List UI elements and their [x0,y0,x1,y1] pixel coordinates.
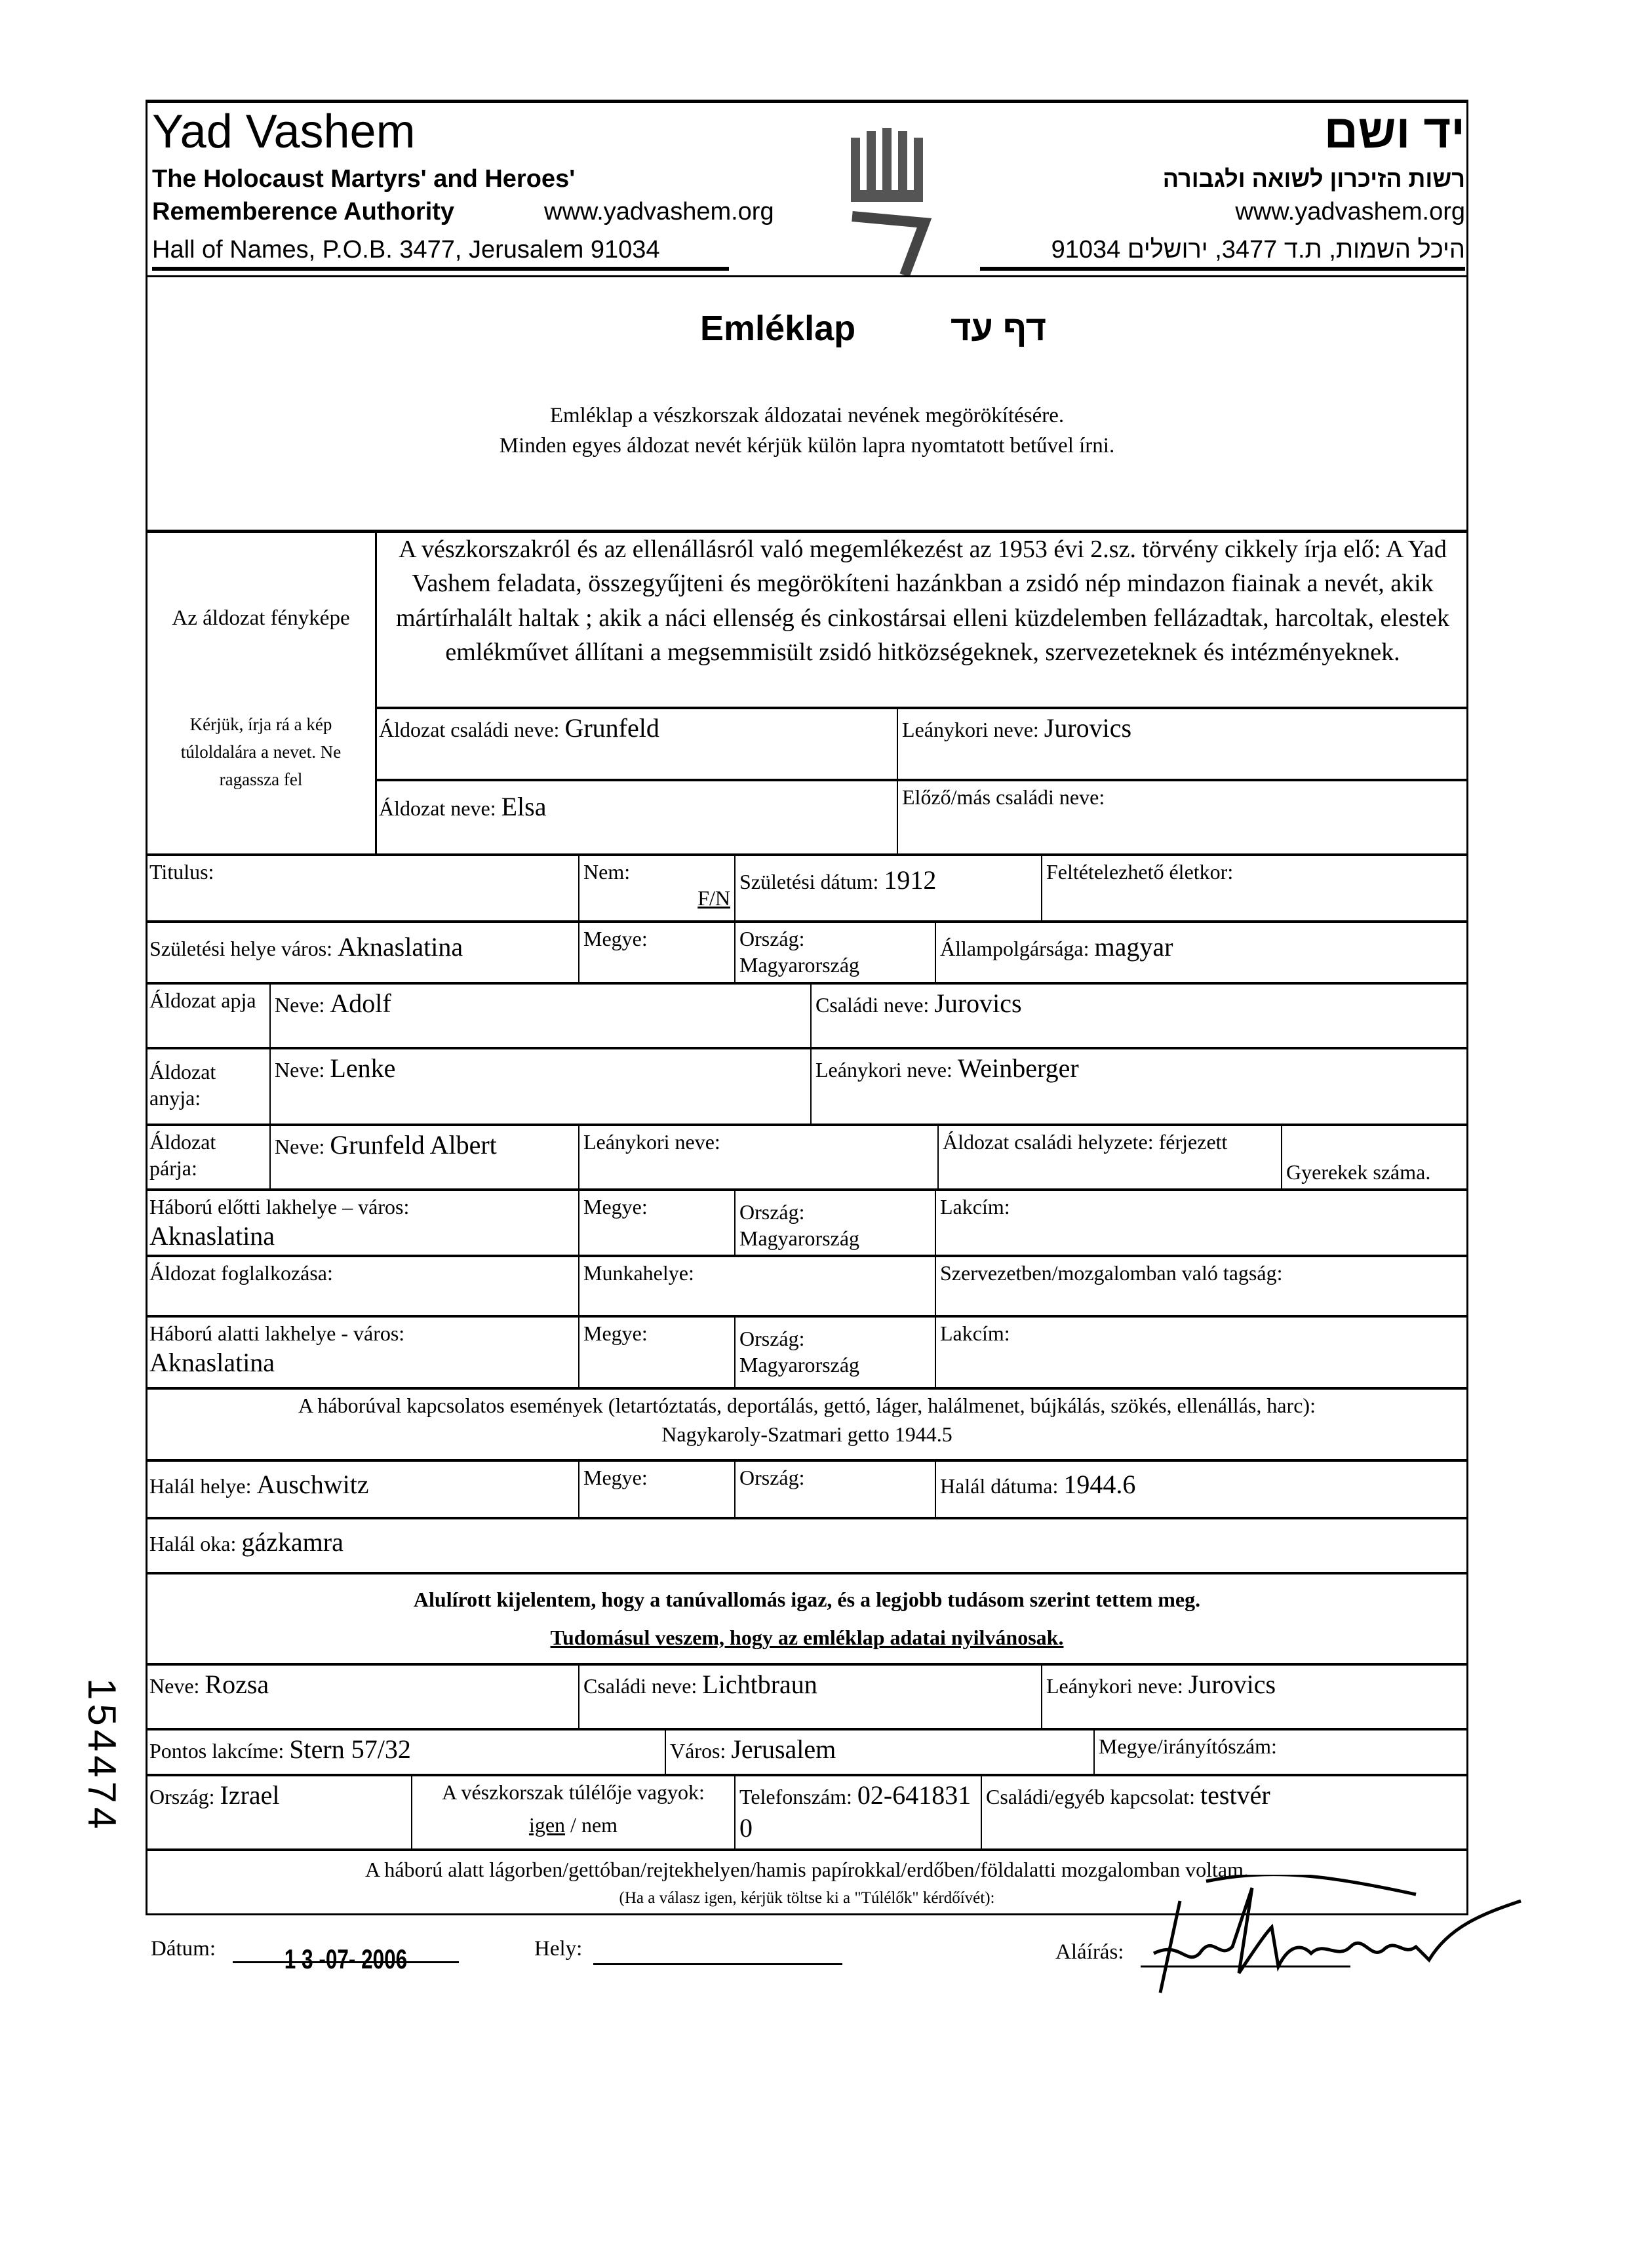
surname-label: Áldozat családi neve: [379,718,560,741]
maiden-label: Leánykori neve: [902,718,1039,741]
org-subtitle-1: The Holocaust Martyrs' and Heroes' [152,165,576,193]
events-row [146,1387,1468,1459]
wartime-row [146,1315,1468,1387]
org-name-hebrew: יד ושם [1324,106,1465,158]
submitter-maiden[interactable]: Jurovics [1188,1670,1276,1699]
workplace-label: Munkahelye: [578,1257,935,1315]
spouse-name-label: Neve: [275,1135,325,1158]
death-cause-row [146,1517,1468,1572]
country-label: Ország: [739,927,805,950]
prewar-label: Háború előtti lakhelye – város: [149,1195,410,1219]
submitter-address[interactable]: Stern 57/32 [289,1734,411,1764]
war-status-note: (Ha a válasz igen, kérjük töltse ki a "Túlélők" kérdőívét): [619,1889,995,1907]
prewar-row [146,1188,1468,1255]
prewar-county-label: Megye: [578,1191,734,1255]
prewar-country-label: Ország: [739,1200,805,1224]
form-title-hebrew: דף עד [951,309,1047,348]
submitter-city-label: Város: [670,1739,726,1763]
instruction-2: Minden egyes áldozat nevét kérjük külön lapra nyomtatott betűvel írni. [499,434,1115,458]
form-title: Emléklap [700,309,856,348]
age-label: Feltételezhető életkor: [1046,860,1234,884]
survivor-no[interactable]: nem [581,1813,618,1837]
previous-name-label: Előző/más családi neve: [902,785,1105,809]
membership-label: Szervezetben/mozgalomban való tagság: [935,1257,1468,1315]
wartime-label: Háború alatti lakhelye - város: [149,1321,405,1345]
date-label: Dátum: [151,1937,216,1961]
photo-label: Az áldozat fényképe [172,606,350,630]
death-cause[interactable]: gázkamra [241,1527,343,1557]
org-address: Hall of Names, P.O.B. 3477, Jerusalem 91034 [152,236,729,271]
submitter-address-row [146,1728,1468,1774]
death-place-row [146,1459,1468,1517]
org-url-hebrew: www.yadvashem.org [1235,198,1465,225]
victim-maiden-name[interactable]: Jurovics [1044,713,1132,743]
mother-maiden-label: Leánykori neve: [815,1058,952,1082]
date-line [233,1961,459,1963]
submitter-surname-label: Családi neve: [583,1674,697,1698]
father-row [146,982,1468,1047]
mother-name[interactable]: Lenke [330,1053,396,1083]
title-label: Titulus: [149,860,214,884]
submitter-name-row [146,1663,1468,1728]
spouse-name[interactable]: Grunfeld Albert [330,1130,497,1160]
submitter-name-label: Neve: [149,1674,200,1698]
marital-label: Áldozat családi helyzete: [943,1130,1154,1154]
mother-maiden-name[interactable]: Weinberger [957,1053,1079,1083]
mother-label: Áldozat anyja: [149,1060,216,1110]
submitter-country-row [146,1774,1468,1848]
relation[interactable]: testvér [1200,1780,1270,1810]
occupation-row [146,1255,1468,1315]
children-label: Gyerekek száma. [1286,1160,1431,1184]
submitter-surname[interactable]: Lichtbraun [702,1670,817,1699]
birthplace-label: Születési helye város: [149,937,333,960]
county-label: Megye: [583,927,648,950]
prewar-address-label: Lakcím: [935,1191,1468,1255]
death-county-label: Megye: [578,1462,734,1517]
place-label: Hely: [534,1937,583,1961]
survivor-separator: / [565,1813,581,1837]
birth-date[interactable]: 1912 [884,865,937,895]
father-surname-label: Családi neve: [815,993,930,1017]
birth-country[interactable]: Magyarország [739,953,860,977]
death-cause-label: Halál oka: [149,1532,237,1555]
death-date-label: Halál dátuma: [940,1474,1059,1498]
prewar-country[interactable]: Magyarország [739,1226,860,1250]
instruction-1: Emléklap a vészkorszak áldozatai nevének megörökítésére. [549,404,1065,427]
victim-surname-row [375,707,1468,781]
survivor-label: A vészkorszak túlélője vagyok: [442,1780,705,1804]
submitter-country[interactable]: Izrael [220,1780,280,1810]
place-field[interactable] [593,1963,842,1965]
events-value[interactable]: Nagykaroly-Szatmari getto 1944.5 [661,1422,952,1446]
org-subtitle-2: Rememberence Authority [152,198,455,225]
wartime-address-label: Lakcím: [935,1318,1468,1387]
citizenship[interactable]: magyar [1094,932,1173,962]
victim-name-row [375,779,1468,856]
signature-icon[interactable] [1141,1875,1534,2006]
spouse-maiden-label: Leánykori neve: [583,1130,720,1154]
sex-label: Nem: [583,860,631,884]
prewar-city[interactable]: Aknaslatina [149,1221,275,1251]
name-label: Áldozat neve: [379,796,496,820]
events-label: A háborúval kapcsolatos események (letartóztatás, deportálás, gettó, láger, halálmenet, bújkálás, szökés, ellenállás, harc): [298,1394,1316,1417]
birthplace-row [146,920,1468,982]
yad-vashem-logo-icon [826,125,970,282]
wartime-country-label: Ország: [739,1327,805,1350]
phone[interactable]: 02-6418310 [739,1780,972,1843]
father-name[interactable]: Adolf [330,988,391,1018]
father-name-label: Neve: [275,993,325,1017]
death-date[interactable]: 1944.6 [1063,1470,1136,1499]
submitter-address-label: Pontos lakcíme: [149,1739,285,1763]
org-url: www.yadvashem.org [544,198,774,225]
declaration-line-2: Tudomásul veszem, hogy az emléklap adatai nyilvánosak. [550,1626,1064,1649]
margin-handwritten-number: 154474 [80,1678,124,1833]
submitter-zip-label: Megye/irányítószám: [1099,1734,1277,1758]
submitter-city[interactable]: Jerusalem [731,1734,836,1764]
birth-date-label: Születési dátum: [739,870,879,893]
divider [146,275,1468,277]
intro-text: A vészkorszakról és az ellenállásról való megemlékezést az 1953 évi 2.sz. törvény cikkely írja elő: A Yad Vashem feladata, összegyűjteni és megörökíteni hazánkban a zsidó nép mindazon fiainak a nevét, akik mártírhalált haltak ; akik a náci ellenség és cinkostársai elleni küzdelemben fellázadtak, harcoltak, elestek emlékművet állítani a megsemmisült zsidó hitközségeknek, szervezeteknek és intézményeknek. [396,536,1449,667]
wartime-country[interactable]: Magyarország [739,1353,860,1377]
birthplace[interactable]: Aknaslatina [338,932,463,962]
org-subtitle-hebrew: רשות הזיכרון לשואה ולגבורה [1162,165,1465,192]
victim-first-name[interactable]: Elsa [501,792,547,821]
date-value[interactable]: 1 3 -07- 2006 [284,1944,408,1974]
signature-label: Aláírás: [1055,1940,1124,1964]
declaration-line-1: Alulírott kijelentem, hogy a tanúvallomás igaz, és a legjobb tudásom szerint tettem meg. [413,1588,1201,1611]
survivor-yes[interactable]: igen [528,1813,566,1837]
death-place[interactable]: Auschwitz [256,1470,369,1499]
marital-status[interactable]: férjezett [1158,1130,1228,1154]
title-row [146,853,1468,920]
spouse-label: Áldozat párja: [149,1130,216,1180]
photo-note: Kérjük, írja rá a kép túloldalára a nevet. Ne ragassza fel [180,714,342,789]
victim-surname[interactable]: Grunfeld [564,713,659,743]
submitter-country-label: Ország: [149,1785,215,1809]
relation-label: Családi/egyéb kapcsolat: [986,1785,1196,1809]
war-status-line: A háború alatt lágorben/gettóban/rejtekhelyen/hamis papírokkal/erdőben/földalatti mozgalomban voltam. [364,1858,1249,1881]
death-place-label: Halál helye: [149,1474,252,1498]
phone-label: Telefonszám: [739,1785,852,1809]
sex-value[interactable]: F/N [697,886,730,910]
father-surname[interactable]: Jurovics [934,988,1022,1018]
org-address-hebrew: היכל השמות, ת.ד 3477, ירושלים 91034 [980,236,1465,271]
citizenship-label: Állampolgársága: [940,937,1089,960]
wartime-county-label: Megye: [578,1318,734,1387]
death-country-label: Ország: [734,1462,935,1517]
mother-name-label: Neve: [275,1058,325,1082]
submitter-maiden-label: Leánykori neve: [1046,1674,1183,1698]
father-label: Áldozat apja [149,988,256,1012]
wartime-city[interactable]: Aknaslatina [149,1348,275,1377]
occupation-label: Áldozat foglalkozása: [149,1261,333,1285]
submitter-name[interactable]: Rozsa [205,1670,269,1699]
org-name: Yad Vashem [152,106,416,158]
spouse-row [146,1124,1468,1188]
declaration [146,1572,1468,1663]
mother-row [146,1047,1468,1124]
